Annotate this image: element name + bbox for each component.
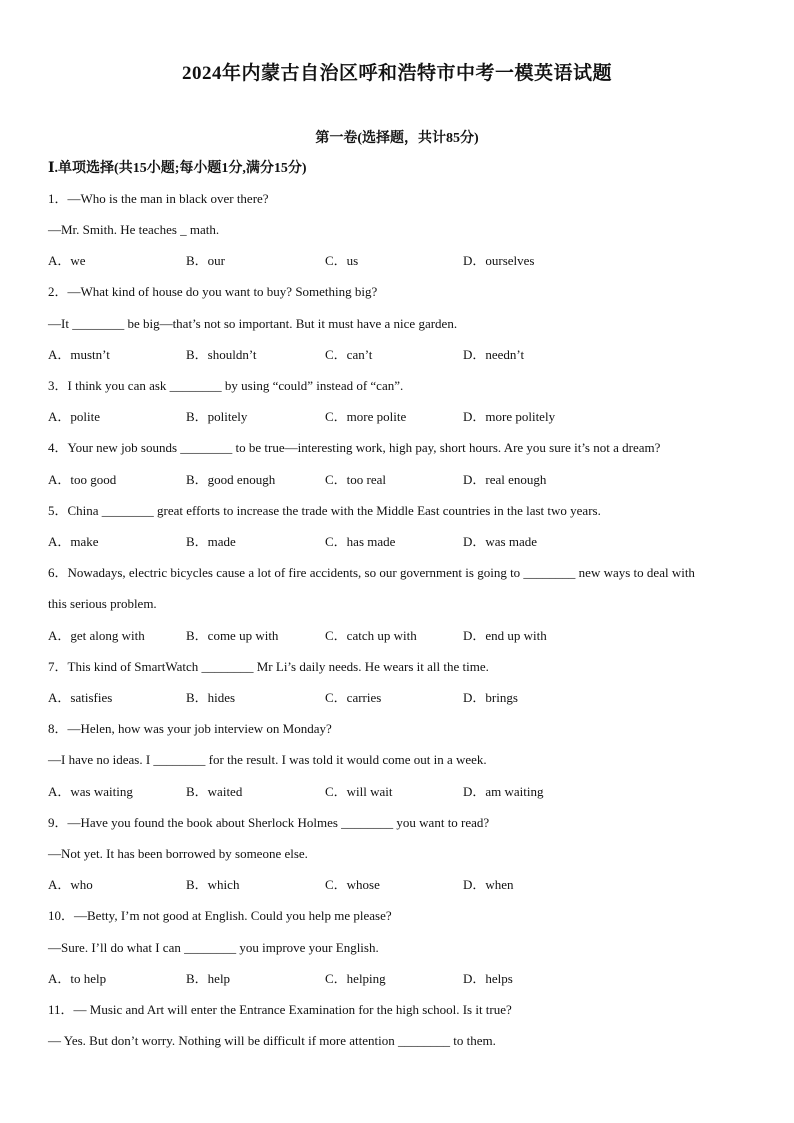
option-c: C．catch up with — [325, 628, 417, 643]
option-b: B．which — [186, 877, 240, 892]
option-a: A．to help — [48, 971, 107, 986]
question-6-stem: 6．Nowadays, electric bicycles cause a lot of fire accidents, so our government is going to ________ new ways to deal with — [48, 565, 695, 580]
option-a: A．was waiting — [48, 784, 133, 799]
option-a: A．we — [48, 253, 86, 268]
option-b: B．shouldn’t — [186, 347, 257, 362]
question-10-stem: 10．—Betty, I’m not good at English. Could you help me please? — [48, 908, 392, 923]
option-d: D．end up with — [463, 628, 547, 643]
option-b: B．made — [186, 534, 236, 549]
question-9-reply: —Not yet. It has been borrowed by someone else. — [48, 846, 308, 861]
option-a: A．who — [48, 877, 93, 892]
option-c: C．can’t — [325, 347, 373, 362]
option-c: C．whose — [325, 877, 380, 892]
option-b: B．hides — [186, 690, 236, 705]
question-7-stem: 7．This kind of SmartWatch ________ Mr Li’s daily needs. He wears it all the time. — [48, 659, 489, 674]
question-9-stem: 9．—Have you found the book about Sherlock Holmes ________ you want to read? — [48, 815, 490, 830]
option-c: C．us — [325, 253, 359, 268]
option-b: B．come up with — [186, 628, 279, 643]
option-c: C．has made — [325, 534, 396, 549]
question-5-stem: 5．China ________ great efforts to increase the trade with the Middle East countries in the last two years. — [48, 503, 601, 518]
option-d: D．when — [463, 877, 514, 892]
option-b: B．help — [186, 971, 231, 986]
option-a: A．too good — [48, 472, 117, 487]
option-a: A．satisfies — [48, 690, 113, 705]
question-1-stem: 1．—Who is the man in black over there? — [48, 191, 269, 206]
question-10-reply: —Sure. I’ll do what I can ________ you improve your English. — [48, 940, 379, 955]
option-d: D．brings — [463, 690, 518, 705]
question-4-stem: 4．Your new job sounds ________ to be true—interesting work, high pay, short hours. Are you sure it’s not a dream? — [48, 440, 661, 455]
option-b: B．good enough — [186, 472, 276, 487]
option-a: A．mustn’t — [48, 347, 110, 362]
option-d: D．real enough — [463, 472, 547, 487]
question-11-reply: — Yes. But don’t worry. Nothing will be difficult if more attention ________ to them. — [48, 1033, 496, 1048]
option-b: B．our — [186, 253, 226, 268]
option-d: D．was made — [463, 534, 538, 549]
question-2-reply: —It ________ be big—that’s not so important. But it must have a nice garden. — [48, 316, 458, 331]
option-c: C．more polite — [325, 409, 407, 424]
option-a: A．polite — [48, 409, 100, 424]
option-d: D．more politely — [463, 409, 556, 424]
option-a: A．get along with — [48, 628, 145, 643]
option-b: B．waited — [186, 784, 243, 799]
question-2-stem: 2．—What kind of house do you want to buy? Something big? — [48, 284, 378, 299]
question-6-stem-cont: this serious problem. — [48, 596, 157, 611]
option-d: D．am waiting — [463, 784, 544, 799]
volume-heading: 第一卷(选择题，共计85分) — [315, 131, 479, 146]
question-11-stem: 11．— Music and Art will enter the Entrance Examination for the high school. Is it true? — [48, 1002, 512, 1017]
option-c: C．helping — [325, 971, 386, 986]
option-a: A．make — [48, 534, 99, 549]
question-8-stem: 8．—Helen, how was your job interview on Monday? — [48, 721, 332, 736]
option-d: D．helps — [463, 971, 513, 986]
option-b: B．politely — [186, 409, 248, 424]
option-c: C．carries — [325, 690, 382, 705]
option-c: C．will wait — [325, 784, 393, 799]
option-d: D．ourselves — [463, 253, 535, 268]
option-d: D．needn’t — [463, 347, 525, 362]
page-title: 2024年内蒙古自治区呼和浩特市中考一模英语试题 — [181, 63, 612, 84]
question-1-reply: —Mr. Smith. He teaches _ math. — [48, 222, 220, 237]
section-heading: Ⅰ.单项选择(共15小题;每小题1分,满分15分) — [48, 161, 307, 176]
question-3-stem: 3．I think you can ask ________ by using “could” instead of “can”. — [48, 378, 404, 393]
option-c: C．too real — [325, 472, 387, 487]
question-8-reply: —I have no ideas. I ________ for the result. I was told it would come out in a week. — [48, 752, 487, 767]
